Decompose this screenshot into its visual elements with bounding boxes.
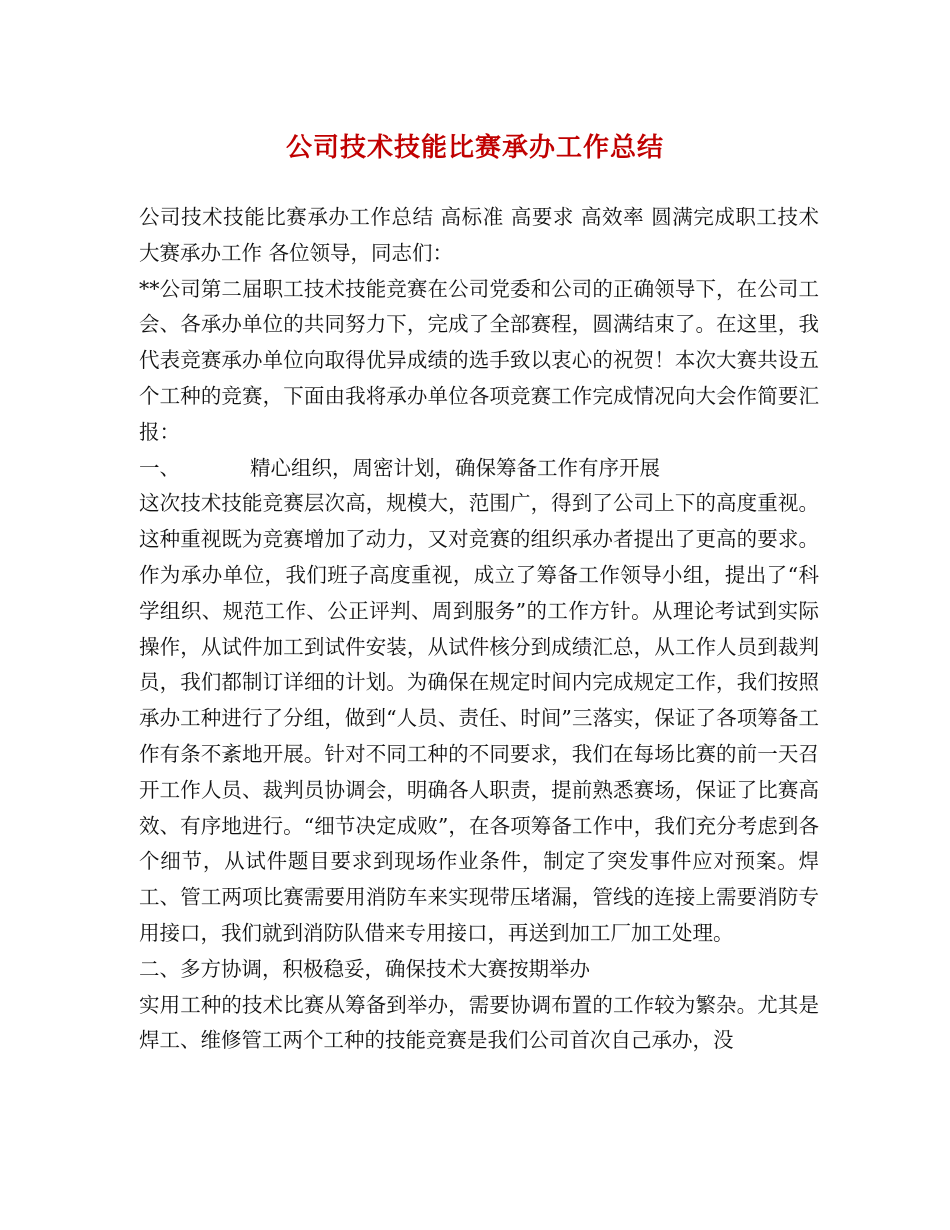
section-1-heading (139, 451, 819, 487)
opening-paragraph: **公司第二届职工技术技能竞赛在公司党委和公司的正确领导下，在公司工会、各承办单位的共同努力下，完成了全部赛程，圆满结束了。在这里，我代表竞赛承办单位向取得优异成绩的选手致以衷心的祝贺！本次大赛共设五个工种的竞赛，下面由我将承办单位各项竞赛工作完成情况向大会作简要汇报： (139, 276, 819, 444)
intro-paragraph: 公司技术技能比赛承办工作总结 高标准 高要求 高效率 圆满完成职工技术大赛承办工作 各位领导，同志们： (139, 205, 819, 265)
section-1-number: 一、 (139, 455, 180, 480)
section-2-heading: 二、多方协调，积极稳妥，确保技术大赛按期举办 (139, 956, 590, 981)
section-2-paragraph: 实用工种的技术比赛从筹备到举办，需要协调布置的工作较为繁杂。尤其是焊工、维修管工两个工种的技能竞赛是我们公司首次自己承办，没 (139, 992, 819, 1053)
section-1-paragraph: 这次技术技能竞赛层次高，规模大，范围广，得到了公司上下的高度重视。这种重视既为竞赛增加了动力，又对竞赛的组织承办者提出了更高的要求。作为承办单位，我们班子高度重视，成立了筹备工作领导小组，提出了“科学组织、规范工作、公正评判、周到服务”的工作方针。从理论考试到实际操作，从试件加工到试件安装，从试件核分到成绩汇总，从工作人员到裁判员，我们都制订详细的计划。为确保在规定时间内完成规定工作，我们按照承办工种进行了分组，做到“人员、责任、时间”三落实，保证了各项筹备工作有条不紊地开展。针对不同工种的不同要求，我们在每场比赛的前一天召开工作人员、裁判员协调会，明确各人职责，提前熟悉赛场，保证了比赛高效、有序地进行。“细节决定成败”，在各项筹备工作中，我们充分考虑到各个细节，从试件题目要求到现场作业条件，制定了突发事件应对预案。焊工、管工两项比赛需要用消防车来实现带压堵漏，管线的连接上需要消防专用接口，我们就到消防队借来专用接口，再送到加工厂加工处理。 (139, 491, 819, 945)
document-title: 公司技术技能比赛承办工作总结 (285, 133, 664, 163)
document-body (139, 200, 819, 1059)
section-1-title: 精心组织，周密计划，确保筹备工作有序开展 (250, 455, 660, 480)
